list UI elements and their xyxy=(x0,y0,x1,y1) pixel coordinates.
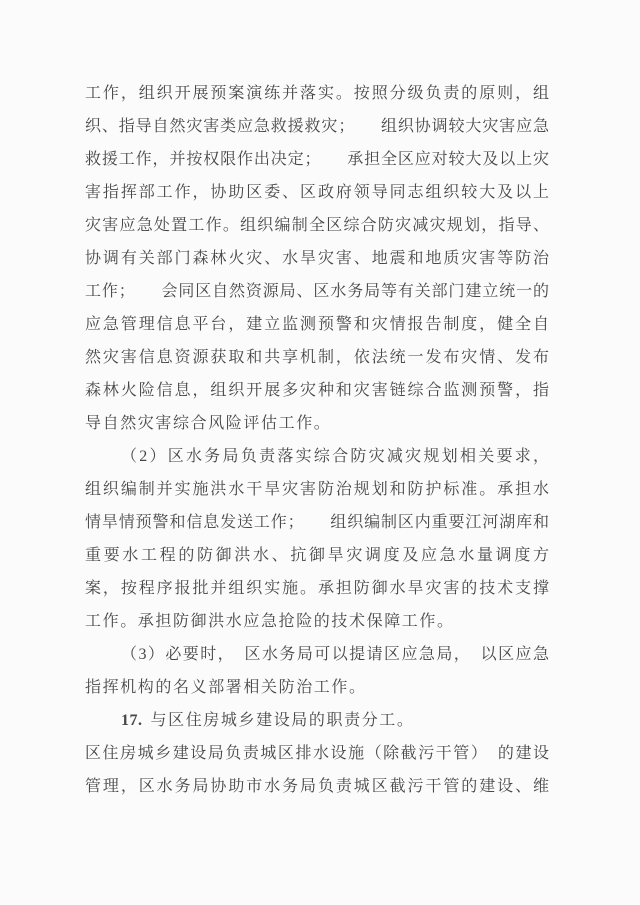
line-text: 然灾害信息资源获取和共享机制，依法统一发布灾情、发布 xyxy=(85,349,549,366)
line-text: （2）区水务局负责落实综合防灾减灾规划相关要求， xyxy=(121,448,549,465)
line-text: 工作。承担防御洪水应急抢险的技术保障工作。 xyxy=(85,613,455,630)
document-line-12 xyxy=(85,440,549,473)
line-text: 与区住房城乡建设局的职责分工。 xyxy=(150,712,415,729)
line-text: 管理，区水务局协助市水务局负责城区截污干管的建设、维 xyxy=(85,778,549,795)
document-line-21 xyxy=(85,737,549,770)
document-line-11 xyxy=(85,407,549,440)
line-text: 害指挥部工作，协助区委、区政府领导同志组织较大及以上 xyxy=(85,184,549,201)
line-text: 灾害应急处置工作。组织编制全区综合防灾减灾规划，指导、 xyxy=(85,217,549,234)
line-text: 应急管理信息平台，建立监测预警和灾情报告制度，健全自 xyxy=(85,316,549,333)
document-line-18 xyxy=(85,638,549,671)
document-line-8 xyxy=(85,308,549,341)
line-text: 工作，组织开展预案演练并落实。按照分级负责的原则，组 xyxy=(85,85,549,102)
line-text: 重要水工程的防御洪水、抗御旱灾调度及应急水量调度方 xyxy=(85,547,549,564)
document-line-2 xyxy=(85,110,549,143)
heading-number: 17. xyxy=(121,712,143,729)
line-text: 指挥机构的名义部署相关防治工作。 xyxy=(85,679,367,696)
line-text: 工作； 会同区自然资源局、区水务局等有关部门建立统一的 xyxy=(85,283,549,300)
document-line-7 xyxy=(85,275,549,308)
line-text: 协调有关部门森林火灾、水旱灾害、地震和地质灾害等防治 xyxy=(85,250,549,267)
document-line-22 xyxy=(85,770,549,803)
document-line-13 xyxy=(85,473,549,506)
document-line-5 xyxy=(85,209,549,242)
document-line-20 xyxy=(85,704,549,737)
document-line-10 xyxy=(85,374,549,407)
line-text: 救援工作，并按权限作出决定； 承担全区应对较大及以上灾 xyxy=(85,151,549,168)
document-line-4 xyxy=(85,176,549,209)
line-text: 织、指导自然灾害类应急救援救灾； 组织协调较大灾害应急 xyxy=(85,118,549,135)
line-text: 情旱情预警和信息发送工作； 组织编制区内重要江河湖库和 xyxy=(85,514,549,531)
line-text: 导自然灾害综合风险评估工作。 xyxy=(85,415,332,432)
document-line-1 xyxy=(85,77,549,110)
line-text: 组织编制并实施洪水干旱灾害防治规划和防护标准。承担水 xyxy=(85,481,549,498)
document-line-3 xyxy=(85,143,549,176)
document-line-17 xyxy=(85,605,549,638)
line-text: 案，按程序报批并组织实施。承担防御水旱灾害的技术支撑 xyxy=(85,580,549,597)
document-line-16 xyxy=(85,572,549,605)
line-text: （3）必要时， 区水务局可以提请区应急局， 以区应急 xyxy=(121,646,549,663)
document-line-19 xyxy=(85,671,549,704)
document-line-15 xyxy=(85,539,549,572)
document-body xyxy=(85,77,549,803)
document-line-6 xyxy=(85,242,549,275)
line-text: 区住房城乡建设局负责城区排水设施（除截污干管） 的建设 xyxy=(85,745,549,762)
document-line-9 xyxy=(85,341,549,374)
line-text: 森林火险信息，组织开展多灾种和灾害链综合监测预警，指 xyxy=(85,382,549,399)
document-line-14 xyxy=(85,506,549,539)
